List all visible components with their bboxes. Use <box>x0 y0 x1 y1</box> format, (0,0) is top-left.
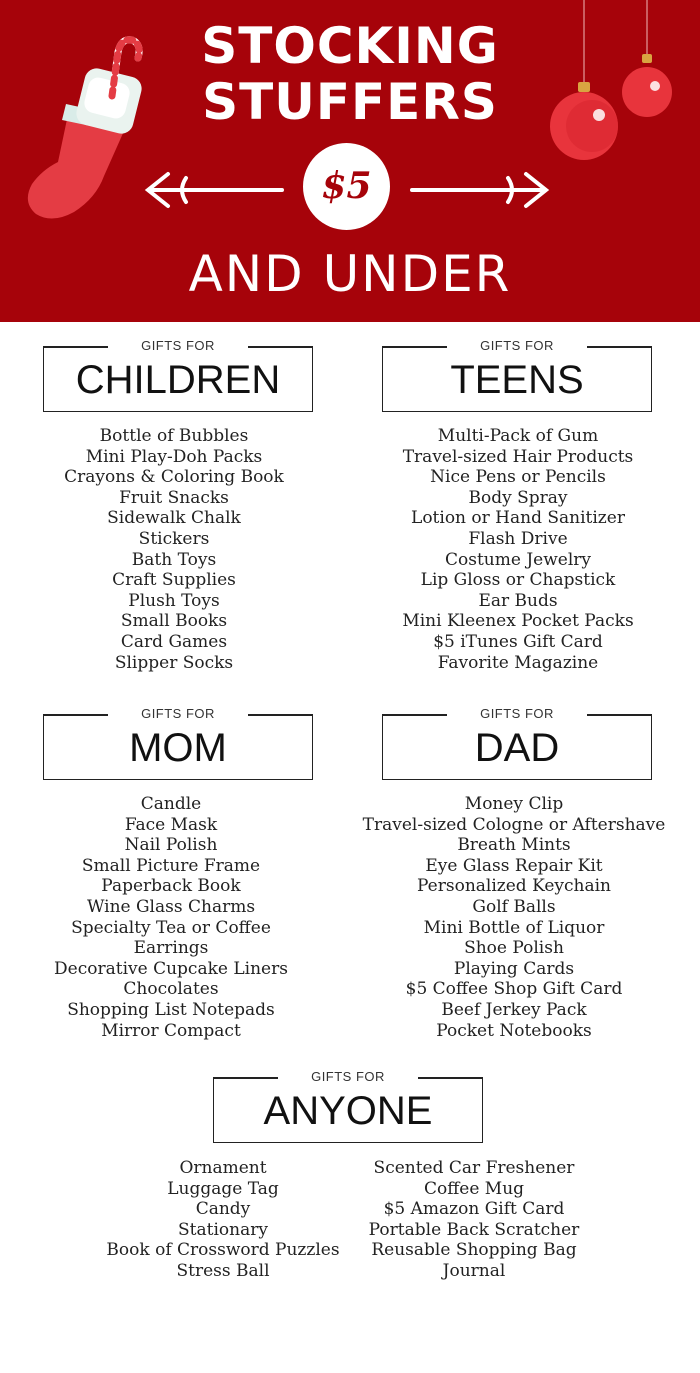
title-line-1: STOCKING <box>201 17 499 75</box>
section-box-mom <box>43 706 313 780</box>
list-item: Nail Polish <box>124 835 218 856</box>
list-item: Bath Toys <box>131 549 217 570</box>
list-item: Bottle of Bubbles <box>99 426 249 446</box>
list-item: Shoe Polish <box>464 938 564 959</box>
list-item: Flash Drive <box>468 528 568 549</box>
list-item: Earrings <box>133 938 209 959</box>
list-item: Personalized Keychain <box>417 876 611 897</box>
list-item: Craft Supplies <box>112 570 236 591</box>
list-item: $5 Amazon Gift Card <box>383 1199 565 1220</box>
list-item: Fruit Snacks <box>119 487 229 508</box>
list-item: Book of Crossword Puzzles <box>106 1240 340 1261</box>
gift-list-anyone-right <box>362 1158 586 1282</box>
section-box-children <box>43 338 313 412</box>
section-heading-teens: TEENS <box>450 358 584 402</box>
gift-list-dad <box>354 794 674 1041</box>
arrow-left-icon <box>148 174 282 206</box>
list-item: Coffee Mug <box>423 1178 525 1199</box>
header-banner <box>0 0 700 322</box>
list-item: Body Spray <box>468 487 568 508</box>
list-item: Card Games <box>120 631 228 652</box>
list-item: Face Mask <box>124 814 218 835</box>
list-item: Playing Cards <box>453 958 575 979</box>
list-item: Eye Glass Repair Kit <box>425 855 603 876</box>
list-item: Wine Glass Charms <box>86 896 256 917</box>
list-item: Pocket Notebooks <box>436 1020 592 1041</box>
gifts-for-label: GIFTS FOR <box>480 338 554 353</box>
gift-list-children <box>43 426 305 673</box>
list-item: Ornament <box>179 1158 267 1178</box>
title-line-2: STUFFERS <box>202 73 498 131</box>
section-box-teens <box>382 338 652 412</box>
section-heading-anyone: ANYONE <box>263 1089 433 1133</box>
list-item: Mini Kleenex Pocket Packs <box>402 611 634 632</box>
list-item: Nice Pens or Pencils <box>430 467 606 488</box>
list-item: Mirror Compact <box>101 1020 241 1041</box>
gifts-for-label: GIFTS FOR <box>141 338 215 353</box>
list-item: $5 Coffee Shop Gift Card <box>405 979 623 1000</box>
price-text: $5 <box>321 165 372 207</box>
list-item: Specialty Tea or Coffee <box>71 917 271 938</box>
section-box-dad <box>382 706 652 780</box>
list-item: Slipper Socks <box>114 652 234 673</box>
list-item: Mini Play-Doh Packs <box>85 446 263 467</box>
list-item: Golf Balls <box>472 896 556 917</box>
list-item: Candy <box>195 1199 251 1220</box>
list-item: Lotion or Hand Sanitizer <box>411 508 625 529</box>
list-item: Stickers <box>138 528 210 549</box>
section-heading-dad: DAD <box>474 726 560 770</box>
list-item: Money Clip <box>464 794 564 814</box>
list-item: Crayons & Coloring Book <box>64 467 284 488</box>
list-item: Small Books <box>120 611 228 632</box>
list-item: Paperback Book <box>101 876 241 897</box>
list-item: Ear Buds <box>478 590 558 611</box>
list-item: Multi-Pack of Gum <box>437 426 599 446</box>
list-item: Portable Back Scratcher <box>368 1219 580 1240</box>
gifts-for-label: GIFTS FOR <box>311 1069 385 1084</box>
list-item: Stress Ball <box>176 1260 270 1281</box>
list-item: Beef Jerkey Pack <box>441 999 587 1020</box>
list-item: Small Picture Frame <box>81 855 261 876</box>
list-item: Favorite Magazine <box>437 652 599 673</box>
list-item: Chocolates <box>123 979 219 1000</box>
gift-list-teens <box>362 426 674 673</box>
list-item: Plush Toys <box>128 590 220 611</box>
list-item: Lip Gloss or Chapstick <box>420 570 616 591</box>
list-item: Mini Bottle of Liquor <box>423 917 605 938</box>
gifts-for-label: GIFTS FOR <box>480 706 554 721</box>
list-item: Shopping List Notepads <box>67 999 275 1020</box>
list-item: Candle <box>140 794 202 814</box>
section-box-anyone <box>213 1069 483 1143</box>
gift-list-anyone-left <box>100 1158 346 1282</box>
section-heading-children: CHILDREN <box>75 358 281 402</box>
list-item: Journal <box>442 1260 506 1281</box>
list-item: Travel-sized Cologne or Aftershave <box>362 814 666 835</box>
list-item: Costume Jewelry <box>445 549 591 570</box>
arrow-right-icon <box>412 174 546 206</box>
list-item: Breath Mints <box>457 835 571 856</box>
list-item: Decorative Cupcake Liners <box>54 958 288 979</box>
list-item: Stationary <box>178 1219 268 1240</box>
list-item: Scented Car Freshener <box>373 1158 575 1178</box>
list-item: Luggage Tag <box>167 1178 279 1199</box>
subtitle: AND UNDER <box>188 245 512 303</box>
section-heading-mom: MOM <box>129 726 227 770</box>
gift-list-mom <box>36 794 306 1041</box>
list-item: Reusable Shopping Bag <box>371 1240 577 1261</box>
list-item: Travel-sized Hair Products <box>402 446 634 467</box>
price-badge <box>303 143 390 230</box>
list-item: Sidewalk Chalk <box>107 508 241 529</box>
list-item: $5 iTunes Gift Card <box>433 631 603 652</box>
gifts-for-label: GIFTS FOR <box>141 706 215 721</box>
